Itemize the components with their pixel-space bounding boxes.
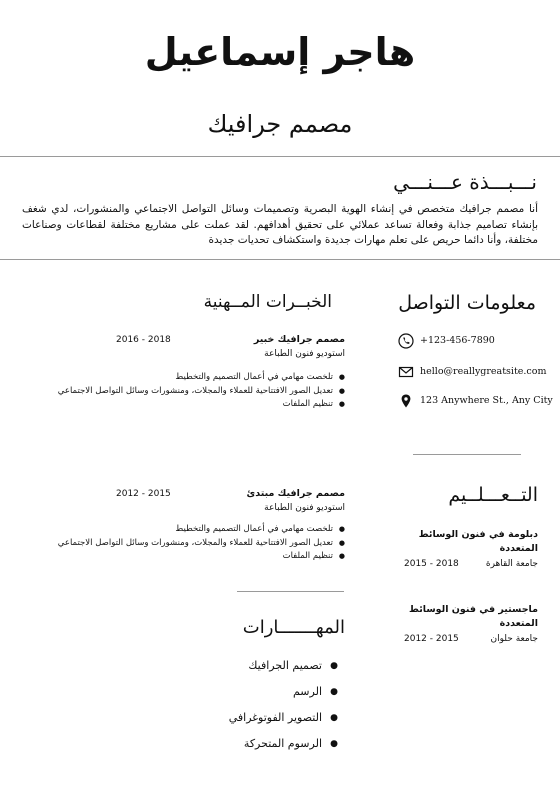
job-entry-years: 2016 - 2018: [116, 335, 171, 345]
education-school: جامعة حلوان: [490, 634, 538, 644]
person-name: هاجر إسماعيل: [144, 30, 416, 74]
contact-title: معلومات التواصل: [398, 292, 536, 314]
education-years: 2012 - 2015: [404, 634, 459, 644]
list-item: ● تلخصت مهامي في أعمال التصميم والتخطيط: [58, 371, 345, 385]
contact-divider: [413, 454, 521, 455]
experience-title: الخبــرات المــهنية: [203, 292, 332, 312]
contact-phone: [398, 333, 548, 351]
job-entry-years: 2012 - 2015: [116, 489, 171, 499]
job-duties-list: [58, 371, 345, 412]
list-item: ● تلخصت مهامي في أعمال التصميم والتخطيط: [58, 523, 345, 537]
education-school: جامعة القاهرة: [485, 559, 538, 569]
header-divider: [0, 156, 560, 157]
mail-icon: [398, 364, 414, 380]
list-item: ● تعديل الصور الافتتاحية للعملاء والمجلات، ومنشورات وسائل التواصل الاجتماعي: [58, 385, 345, 399]
job-entry-company: استوديو فنون الطباعة: [264, 503, 345, 513]
skill-item: ● التصوير الفوتوغرافي: [229, 710, 338, 736]
education-years: 2015 - 2018: [404, 559, 459, 569]
about-text: أنا مصمم جرافيك متخصص في إنشاء الهوية البصرية وتصميمات وسائل التواصل الاجتماعي والمنشورات، لدي شغف بإنشاء تصاميم جذابة وفعالة تساعد عملائي على تحقيق أهدافهم. لقد عملت على مشاريع مختلفة لقطاعات وصناعات مختلفة، وأنا دائما حريص على تعلم مهارات جديدة واستكشاف تحديات جديدة: [22, 203, 538, 246]
skill-item: ● الرسوم المتحركة: [229, 736, 338, 762]
job-entry-title: مصمم جرافيك خبير: [253, 334, 345, 345]
phone-icon: [398, 333, 414, 349]
job-entry-title: مصمم جرافيك مبتدئ: [246, 488, 345, 499]
list-item: ● تعديل الصور الافتتاحية للعملاء والمجلات، ومنشورات وسائل التواصل الاجتماعي: [58, 537, 345, 551]
list-item: ● تنظيم الملفات: [58, 398, 345, 412]
skill-item: ● تصميم الجرافيك: [229, 658, 338, 684]
education-title: التــعـــلــيم: [448, 484, 538, 506]
about-title: نـــبـــذة عـــنـــي: [393, 170, 537, 194]
skill-item: ● الرسم: [229, 684, 338, 710]
contact-address: [398, 393, 553, 411]
address-text: 123 Anywhere St., Any City: [420, 395, 553, 406]
location-pin-icon: [398, 393, 414, 409]
experience-divider: [237, 591, 344, 592]
job-title: مصمم جرافيك: [207, 110, 353, 138]
email-text: hello@reallygreatsite.com: [420, 366, 547, 377]
phone-text: +123-456-7890: [420, 335, 495, 346]
education-degree: ماجستير في فنون الوسائط المتعددة: [409, 604, 538, 629]
skills-title: المهـــــــارات: [242, 617, 345, 638]
job-entry-company: استوديو فنون الطباعة: [264, 349, 345, 359]
contact-email: [398, 364, 548, 382]
about-divider: [0, 259, 560, 260]
job-duties-list: [58, 523, 345, 564]
skills-list: [229, 658, 338, 762]
list-item: ● تنظيم الملفات: [58, 550, 345, 564]
education-degree: دبلومة في فنون الوسائط المتعددة: [418, 529, 538, 554]
